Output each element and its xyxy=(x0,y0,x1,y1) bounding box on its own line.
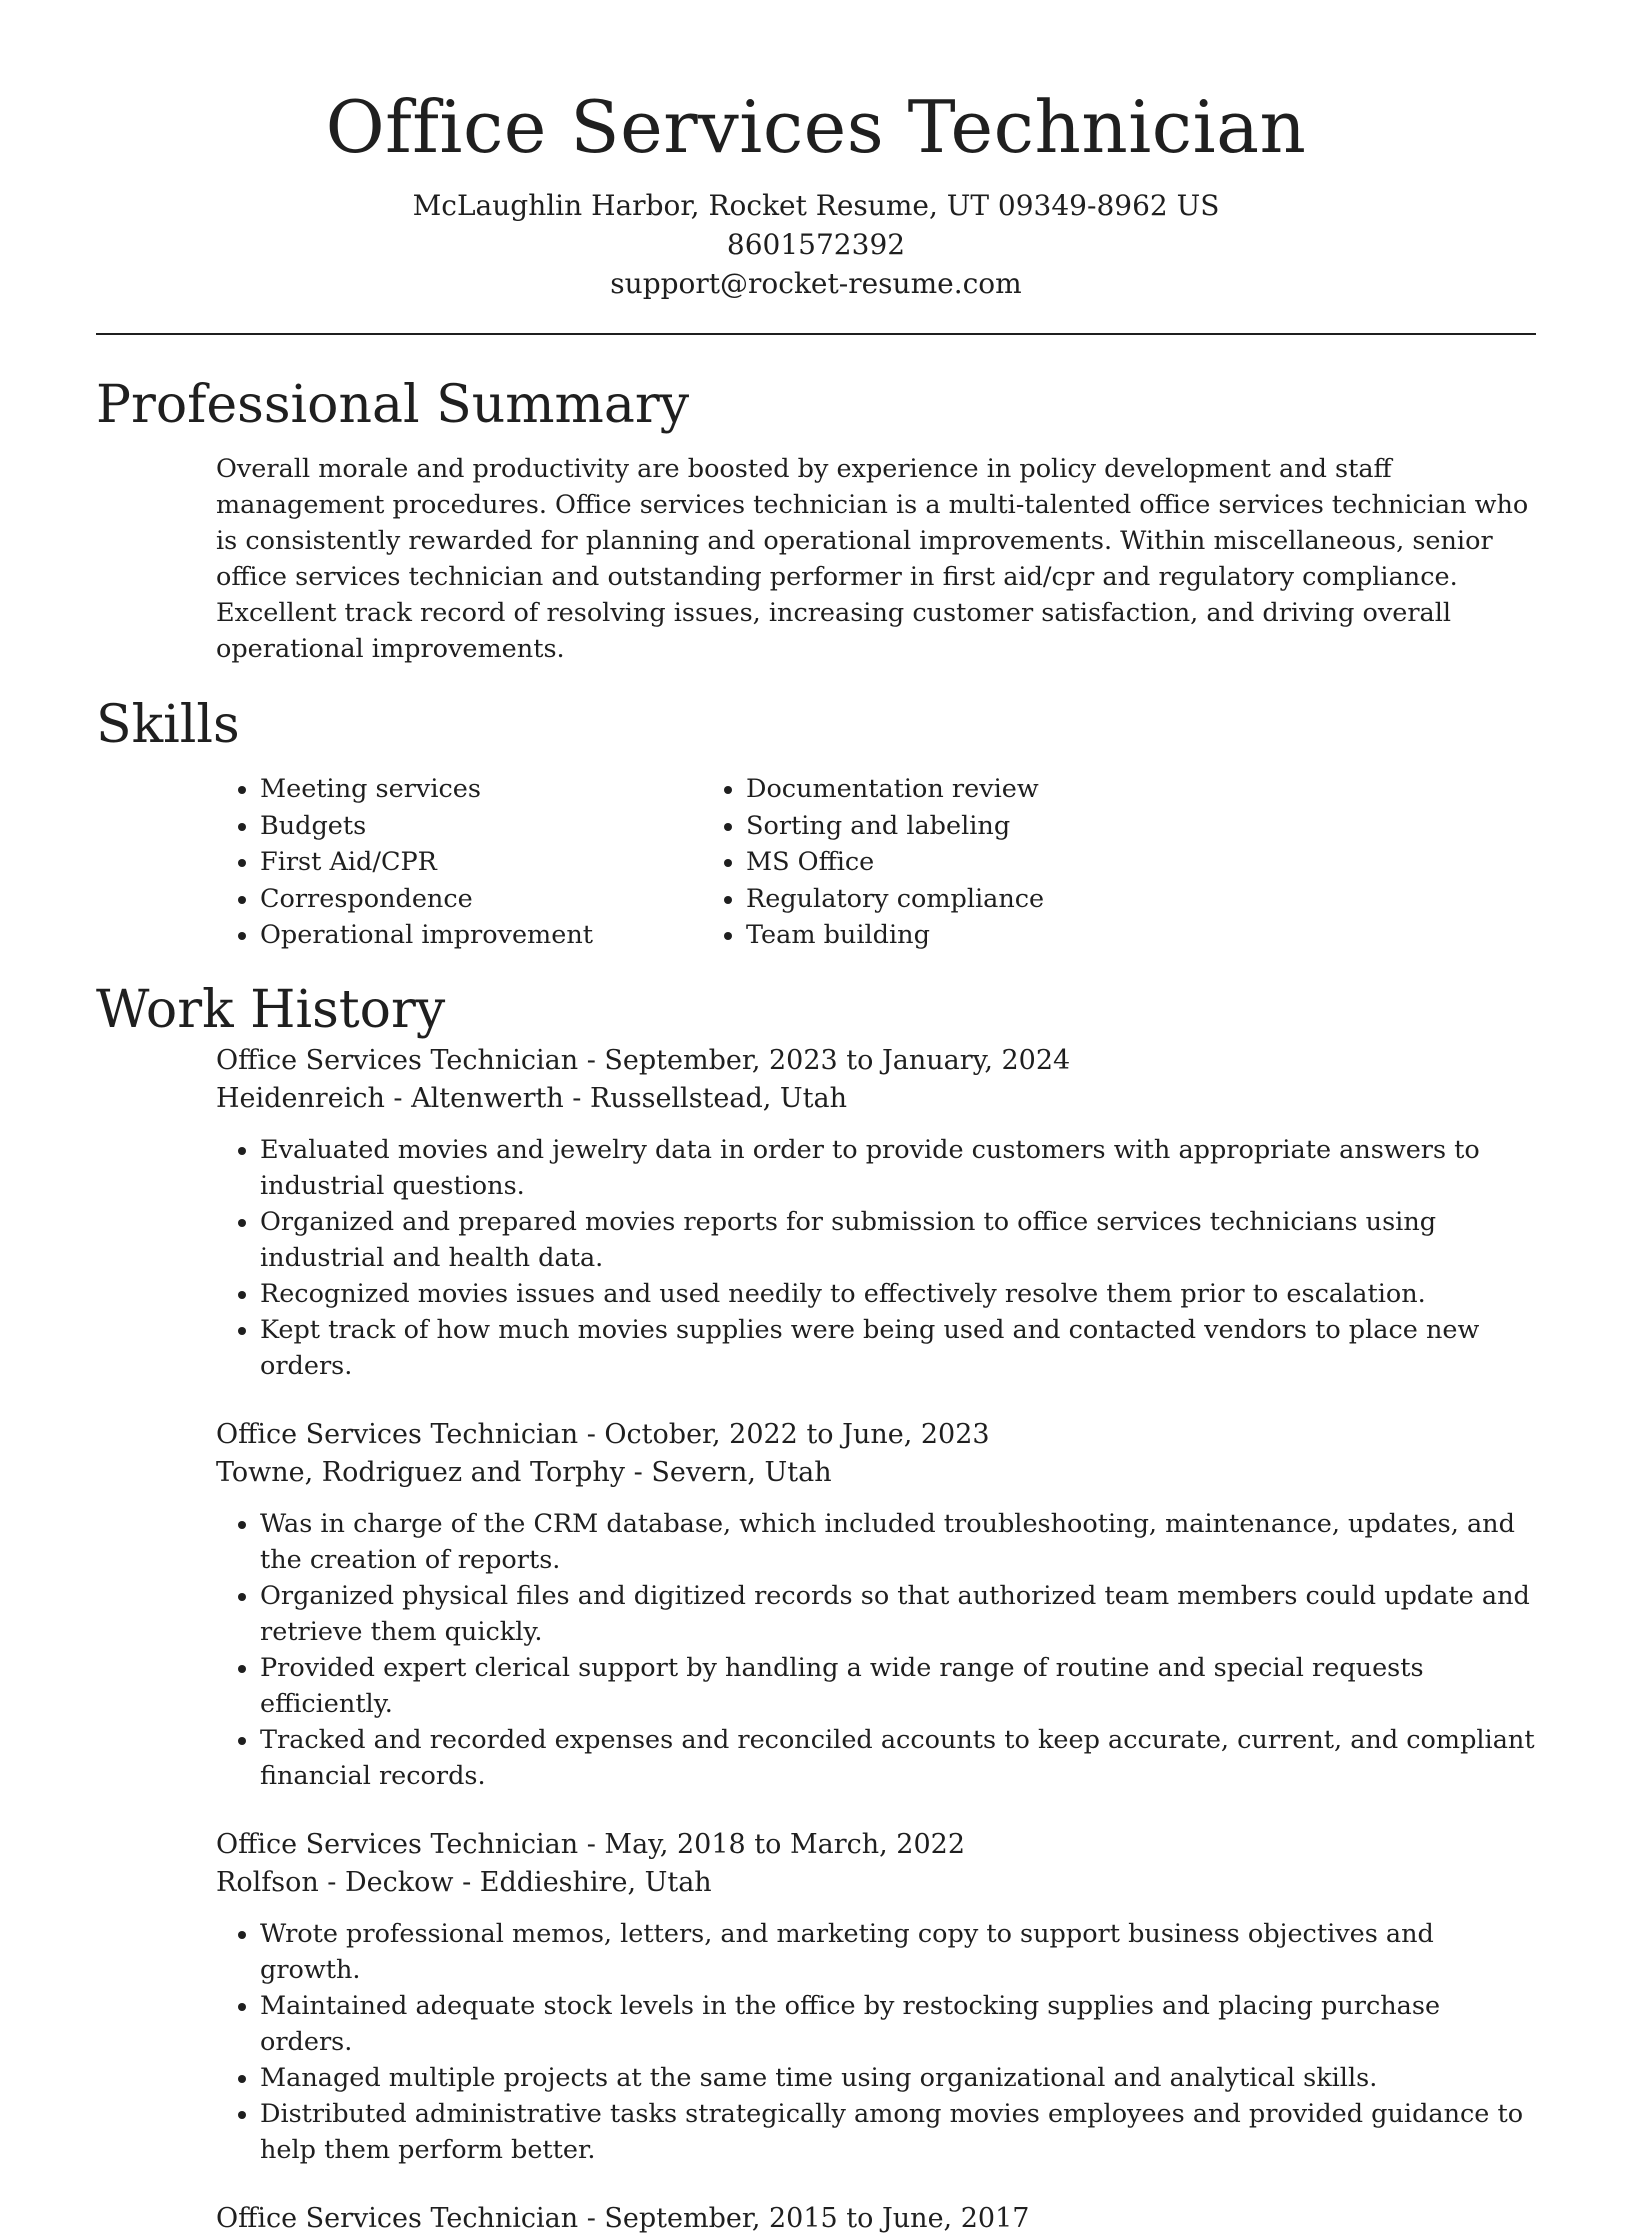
job-entry xyxy=(216,1042,1536,1384)
job-duties xyxy=(216,1916,1536,2168)
job-entry xyxy=(216,1416,1536,1794)
job-duties xyxy=(216,1132,1536,1384)
skill-item: • Documentation review xyxy=(746,771,1306,808)
job-company: Towne, Rodriguez and Torphy xyxy=(216,1456,626,1488)
job-role: Office Services Technician xyxy=(216,2202,579,2234)
skill-item: • Sorting and labeling xyxy=(746,808,1306,845)
work-history-heading: Work History xyxy=(96,979,446,1040)
job-role: Office Services Technician xyxy=(216,1044,579,1076)
skills-list xyxy=(96,771,1536,954)
resume-page xyxy=(96,0,1536,2238)
skill-item: • First Aid/CPR xyxy=(260,844,746,881)
job-entry xyxy=(216,2200,1536,2238)
job-duty: • Managed multiple projects at the same time using organizational and analytical skills. xyxy=(260,2060,1536,2096)
job-dates: September, 2015 to June, 2017 xyxy=(604,2202,1030,2234)
job-company: Rolfson - Deckow xyxy=(216,1866,454,1898)
job-title-line: Office Services Technician - May, 2018 to March, 2022 xyxy=(216,1828,966,1860)
job-company-line: Rolfson - Deckow - Eddieshire, Utah xyxy=(216,1866,712,1898)
job-duty: • Organized physical files and digitized records so that authorized team members could update and retrieve them quickly. xyxy=(260,1578,1536,1650)
job-dates: September, 2023 to January, 2024 xyxy=(604,1044,1071,1076)
header-divider xyxy=(96,333,1536,335)
job-location: Severn, Utah xyxy=(651,1456,832,1488)
job-duties xyxy=(216,1506,1536,1794)
skills-column-left xyxy=(96,771,746,954)
contact-info xyxy=(96,186,1536,303)
job-duty: • Maintained adequate stock levels in the office by restocking supplies and placing purchase orders. xyxy=(260,1988,1536,2060)
skill-item: • Regulatory compliance xyxy=(746,881,1306,918)
email: support@rocket-resume.com xyxy=(610,267,1022,300)
job-duty: • Tracked and recorded expenses and reconciled accounts to keep accurate, current, and compliant financial records. xyxy=(260,1722,1536,1794)
job-company-line: Towne, Rodriguez and Torphy - Severn, Utah xyxy=(216,1456,832,1488)
job-role: Office Services Technician xyxy=(216,1828,579,1860)
address: McLaughlin Harbor, Rocket Resume, UT 09349-8962 US xyxy=(412,189,1220,222)
job-duty: • Kept track of how much movies supplies were being used and contacted vendors to place new orders. xyxy=(260,1312,1536,1384)
job-duty: • Provided expert clerical support by handling a wide range of routine and special requests efficiently. xyxy=(260,1650,1536,1722)
job-company-line: Heidenreich - Altenwerth - Russellstead, Utah xyxy=(216,1082,848,1114)
job-title-line: Office Services Technician - September, 2015 to June, 2017 xyxy=(216,2202,1030,2234)
skill-item: • Operational improvement xyxy=(260,917,746,954)
phone: 8601572392 xyxy=(726,228,906,261)
skills-column-right xyxy=(746,771,1306,954)
job-duty: • Wrote professional memos, letters, and marketing copy to support business objectives and growth. xyxy=(260,1916,1536,1988)
job-location: Eddieshire, Utah xyxy=(479,1866,712,1898)
job-duty: • Was in charge of the CRM database, which included troubleshooting, maintenance, updates, and the creation of reports. xyxy=(260,1506,1536,1578)
job-company: Heidenreich - Altenwerth xyxy=(216,1082,564,1114)
skill-item: • Budgets xyxy=(260,808,746,845)
candidate-name: Office Services Technician xyxy=(325,85,1307,169)
summary-text: Overall morale and productivity are boosted by experience in policy development and staff management procedures. Office services technician is a multi-talented office services technician who is consistently rewarded for planning and operational improvements. Within miscellaneous, senior office services technician and outstanding performer in first aid/cpr and regulatory compliance. Excellent track record of resolving issues, increasing customer satisfaction, and driving overall operational improvements. xyxy=(216,454,1529,664)
job-dates: October, 2022 to June, 2023 xyxy=(604,1418,990,1450)
job-duty: • Distributed administrative tasks strategically among movies employees and provided guidance to help them perform better. xyxy=(260,2096,1536,2168)
summary-heading: Professional Summary xyxy=(96,375,690,435)
job-dates: May, 2018 to March, 2022 xyxy=(604,1828,966,1860)
job-location: Russellstead, Utah xyxy=(590,1082,848,1114)
resume-header xyxy=(96,0,1536,303)
job-duty: • Recognized movies issues and used needily to effectively resolve them prior to escalation. xyxy=(260,1276,1536,1312)
job-duty: • Organized and prepared movies reports for submission to office services technicians using industrial and health data. xyxy=(260,1204,1536,1276)
job-duty: • Evaluated movies and jewelry data in order to provide customers with appropriate answers to industrial questions. xyxy=(260,1132,1536,1204)
skill-item: • Team building xyxy=(746,917,1306,954)
job-title-line: Office Services Technician - October, 2022 to June, 2023 xyxy=(216,1418,990,1450)
skill-item: • MS Office xyxy=(746,844,1306,881)
job-title-line: Office Services Technician - September, 2023 to January, 2024 xyxy=(216,1044,1071,1076)
job-role: Office Services Technician xyxy=(216,1418,579,1450)
skills-heading: Skills xyxy=(96,695,240,755)
skill-item: • Correspondence xyxy=(260,881,746,918)
job-entry xyxy=(216,1826,1536,2168)
skill-item: • Meeting services xyxy=(260,771,746,808)
